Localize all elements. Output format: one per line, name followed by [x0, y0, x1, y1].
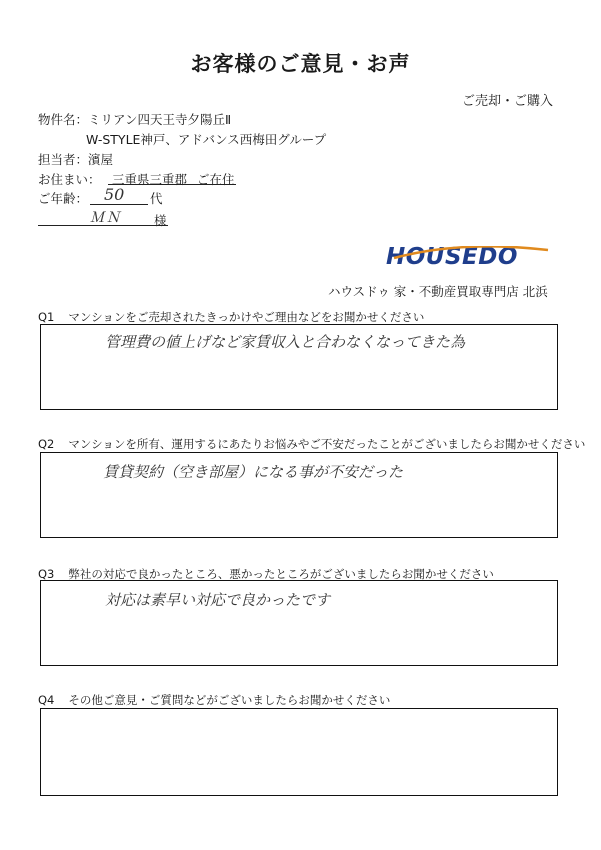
answer-box-1 [40, 324, 558, 410]
question-4-id: Q4 [38, 693, 55, 707]
logo-swoosh-icon [392, 246, 552, 262]
answer-2-text: 賃貸契約（空き部屋）になる事が不安だった [103, 463, 404, 481]
property-label: 物件名： [38, 112, 89, 127]
answer-box-2 [40, 452, 558, 538]
page-title: お客様のご意見・お声 [190, 52, 411, 76]
property-group: W-STYLE神戸、アドバンス西梅田グループ [86, 132, 327, 147]
logo-house-text: HOUSE [386, 244, 479, 270]
question-2-text: マンションを所有、運用するにあたりお悩みやご不安だったことがございましたらお聞かせください [68, 437, 586, 451]
logo-do-text: DO [478, 244, 518, 270]
question-2-id: Q2 [38, 437, 55, 451]
answer-3-text: 対応は素早い対応で良かったです [105, 591, 331, 609]
question-1 [38, 309, 424, 325]
question-3-id: Q3 [38, 567, 55, 581]
property-name: ミリアン四天王寺夕陽丘Ⅱ [88, 112, 232, 127]
question-4-text: その他ご意見・ご質問などがございましたらお聞かせください [68, 693, 391, 707]
age-value: 50 [104, 185, 125, 204]
residence-label: お住まい： [38, 172, 101, 187]
residence-value: 三重県三重郡 [112, 172, 188, 187]
question-2 [38, 436, 585, 452]
answer-box-4 [40, 708, 558, 796]
age-row [38, 189, 88, 207]
staff-row [38, 150, 113, 168]
question-1-text: マンションをご売却されたきっかけやご理由などをお聞かせください [68, 310, 425, 324]
residence-suffix: ご在住 [197, 172, 235, 187]
residence-row [38, 170, 101, 188]
age-suffix: 代 [150, 191, 163, 206]
residence-underline [108, 184, 236, 185]
store-name: ハウスドゥ 家・不動産買取専門店 北浜 [328, 284, 548, 299]
question-1-id: Q1 [38, 310, 55, 324]
residence-field [112, 170, 235, 188]
transaction-type: ご売却・ご購入 [461, 94, 553, 109]
age-label: ご年齢： [38, 191, 89, 206]
customer-underline [38, 225, 168, 226]
property-row [38, 110, 231, 128]
question-4 [38, 692, 390, 708]
answer-1-text: 管理費の値上げなど家賃収入と合わなくなってきた為 [105, 333, 466, 351]
answer-box-3 [40, 580, 558, 666]
age-underline [90, 204, 148, 205]
staff-label: 担当者： [38, 152, 89, 167]
customer-suffix: 様 [154, 213, 167, 228]
staff-name: 濱屋 [88, 152, 114, 167]
customer-initials: ＭＮ [90, 210, 122, 226]
question-3-text: 弊社の対応で良かったところ、悪かったところがございましたらお聞かせください [68, 567, 494, 581]
